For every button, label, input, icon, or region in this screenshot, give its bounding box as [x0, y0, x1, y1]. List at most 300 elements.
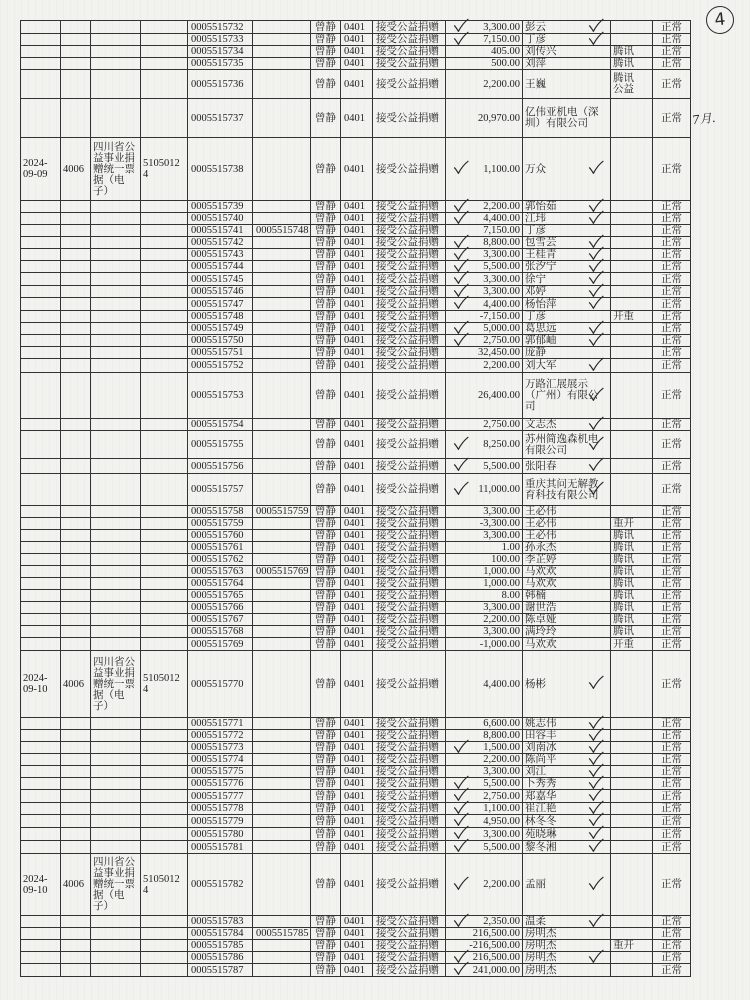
receipt-type-cell — [91, 70, 141, 99]
batch-code-cell — [141, 803, 188, 815]
receipt-number-cell — [188, 718, 253, 730]
unit-code-cell — [61, 273, 91, 286]
item-text: 接受公益捐赠 — [376, 298, 439, 310]
amount-text: 3,300.00 — [483, 249, 520, 260]
linked-receipt-cell — [253, 237, 311, 249]
linked-receipt-cell — [253, 99, 311, 138]
linked-receipt-cell — [253, 459, 311, 474]
note-text: 腾讯 — [613, 46, 634, 57]
amount-text: 5,500.00 — [483, 778, 520, 789]
item-cell — [373, 803, 446, 815]
handler-cell — [311, 841, 341, 854]
date-text: 2024-09-10 — [23, 673, 48, 695]
receipt-type-cell — [91, 651, 141, 718]
donor-text: 重庆其问无解教育科技有限公司 — [525, 478, 599, 501]
donor-text: 张阳春 — [525, 460, 557, 472]
note-cell — [611, 373, 653, 419]
dept-text: 0401 — [344, 390, 365, 401]
item-text: 接受公益捐赠 — [376, 460, 439, 472]
status-cell — [653, 359, 691, 373]
note-cell — [611, 790, 653, 803]
receipt-number-cell — [188, 506, 253, 518]
amount-cell — [446, 431, 523, 459]
amount-checkmark-icon — [453, 838, 469, 852]
unit-code-cell — [61, 754, 91, 766]
amount-cell — [446, 742, 523, 754]
note-cell — [611, 323, 653, 335]
item-cell — [373, 626, 446, 638]
status-cell — [653, 766, 691, 778]
donor-text: 郭怡茹 — [525, 201, 557, 212]
amount-text: 7,150.00 — [483, 225, 520, 236]
donor-cell — [523, 46, 611, 58]
receipt-type-cell — [91, 373, 141, 419]
receipt-number-cell — [188, 730, 253, 742]
dept-code-cell — [341, 566, 373, 578]
table-row — [21, 602, 691, 614]
unit-code-cell — [61, 916, 91, 928]
receipt-text: 0005515762 — [191, 554, 244, 565]
batch-code-cell — [141, 964, 188, 977]
linked-receipt-cell — [253, 854, 311, 916]
note-text: 腾讯 — [613, 542, 634, 553]
status-text: 正常 — [661, 742, 682, 753]
status-text: 正常 — [661, 249, 682, 260]
status-text: 正常 — [661, 638, 682, 650]
amount-text: 2,750.00 — [483, 419, 520, 430]
table-row — [21, 638, 691, 651]
item-text: 接受公益捐赠 — [376, 952, 439, 963]
status-cell — [653, 790, 691, 803]
batch-code-cell — [141, 323, 188, 335]
item-text: 接受公益捐赠 — [376, 566, 439, 577]
donor-cell — [523, 614, 611, 626]
handler-cell — [311, 46, 341, 58]
handler-cell — [311, 928, 341, 940]
receipt-type-cell — [91, 34, 141, 46]
receipt-type-cell — [91, 614, 141, 626]
table-row — [21, 614, 691, 626]
receipt-type-cell — [91, 766, 141, 778]
donor-text: 马欢欢 — [525, 578, 557, 589]
item-text: 接受公益捐赠 — [376, 940, 439, 951]
note-cell — [611, 70, 653, 99]
dept-text: 0401 — [344, 542, 365, 553]
dept-code-cell — [341, 273, 373, 286]
amount-cell — [446, 916, 523, 928]
amount-cell — [446, 459, 523, 474]
receipt-text: 0005515736 — [191, 78, 244, 90]
dept-code-cell — [341, 261, 373, 273]
note-cell — [611, 58, 653, 70]
handler-text: 曾静 — [315, 311, 336, 322]
unit-code-cell — [61, 854, 91, 916]
amount-text: 26,400.00 — [478, 390, 520, 401]
handler-cell — [311, 323, 341, 335]
receipt-number-cell — [188, 323, 253, 335]
batch-code-cell — [141, 431, 188, 459]
unit-code-cell — [61, 99, 91, 138]
item-cell — [373, 928, 446, 940]
receipt-number-cell — [188, 638, 253, 651]
amount-cell — [446, 638, 523, 651]
amount-text: 11,000.00 — [478, 484, 520, 495]
amount-text: 500.00 — [491, 58, 520, 69]
status-cell — [653, 554, 691, 566]
linked-receipt-cell — [253, 58, 311, 70]
receipt-number-cell — [188, 34, 253, 46]
item-cell — [373, 518, 446, 530]
status-cell — [653, 249, 691, 261]
amount-text: 8,250.00 — [483, 439, 520, 450]
dept-code-cell — [341, 70, 373, 99]
donor-text: 林冬冬 — [525, 815, 557, 827]
status-cell — [653, 815, 691, 828]
status-cell — [653, 225, 691, 237]
status-text: 正常 — [661, 590, 682, 601]
handler-text: 曾静 — [315, 484, 336, 495]
receipt-number-cell — [188, 940, 253, 952]
issue-date-cell — [21, 261, 61, 273]
batch-code-cell — [141, 347, 188, 359]
batch-code-cell — [141, 99, 188, 138]
dept-code-cell — [341, 335, 373, 347]
receipt-type-cell — [91, 778, 141, 790]
item-cell — [373, 790, 446, 803]
donor-text: 马欢欢 — [525, 638, 557, 650]
linked-receipt-cell — [253, 790, 311, 803]
receipt-number-cell — [188, 766, 253, 778]
amount-text: 241,000.00 — [472, 964, 520, 976]
handler-cell — [311, 311, 341, 323]
dept-code-cell — [341, 347, 373, 359]
handler-cell — [311, 335, 341, 347]
status-cell — [653, 718, 691, 730]
donor-checkmark-icon — [588, 416, 604, 430]
status-text: 正常 — [661, 261, 682, 272]
receipt-text: 0005515749 — [191, 323, 244, 334]
handler-text: 曾静 — [315, 928, 336, 939]
receipt-text: 0005515780 — [191, 828, 244, 840]
issue-date-cell — [21, 273, 61, 286]
status-text: 正常 — [661, 335, 682, 346]
issue-date-cell — [21, 70, 61, 99]
handler-cell — [311, 590, 341, 602]
handler-cell — [311, 790, 341, 803]
item-cell — [373, 249, 446, 261]
donor-text: 孙永杰 — [525, 542, 557, 553]
note-cell — [611, 237, 653, 249]
note-cell — [611, 730, 653, 742]
code-text: 4006 — [63, 678, 84, 690]
ref-text: 0005515748 — [256, 225, 309, 236]
dept-code-cell — [341, 828, 373, 841]
status-cell — [653, 590, 691, 602]
unit-code-cell — [61, 323, 91, 335]
unit-code-cell — [61, 213, 91, 225]
dept-code-cell — [341, 730, 373, 742]
status-cell — [653, 578, 691, 590]
linked-receipt-cell — [253, 323, 311, 335]
handler-text: 曾静 — [315, 566, 336, 577]
unit-code-cell — [61, 590, 91, 602]
donor-text: 葛思远 — [525, 323, 557, 334]
status-text: 正常 — [661, 225, 682, 236]
item-text: 接受公益捐赠 — [376, 815, 439, 827]
linked-receipt-cell — [253, 841, 311, 854]
dept-text: 0401 — [344, 638, 365, 650]
status-cell — [653, 730, 691, 742]
receipt-text: 0005515738 — [191, 163, 244, 175]
dept-text: 0401 — [344, 566, 365, 577]
handler-text: 曾静 — [315, 578, 336, 589]
donor-cell — [523, 298, 611, 311]
receipt-number-cell — [188, 952, 253, 964]
status-text: 正常 — [661, 841, 682, 853]
item-cell — [373, 841, 446, 854]
item-cell — [373, 21, 446, 34]
dept-code-cell — [341, 46, 373, 58]
handler-cell — [311, 459, 341, 474]
note-cell — [611, 916, 653, 928]
linked-receipt-cell — [253, 46, 311, 58]
item-text: 接受公益捐赠 — [376, 163, 439, 175]
issue-date-cell — [21, 766, 61, 778]
dept-text: 0401 — [344, 225, 365, 236]
kind-text: 四川省公益事业捐赠统一票据（电子） — [93, 857, 135, 912]
receipt-number-cell — [188, 70, 253, 99]
dept-code-cell — [341, 614, 373, 626]
batch-code-cell — [141, 58, 188, 70]
donor-cell — [523, 626, 611, 638]
handler-text: 曾静 — [315, 286, 336, 297]
handler-cell — [311, 952, 341, 964]
item-cell — [373, 530, 446, 542]
status-cell — [653, 273, 691, 286]
status-text: 正常 — [661, 626, 682, 637]
item-cell — [373, 828, 446, 841]
batch-code-cell — [141, 940, 188, 952]
note-cell — [611, 554, 653, 566]
table-row — [21, 916, 691, 928]
dept-text: 0401 — [344, 360, 365, 371]
issue-date-cell — [21, 431, 61, 459]
item-cell — [373, 542, 446, 554]
note-cell — [611, 311, 653, 323]
receipt-text: 0005515747 — [191, 298, 244, 310]
batch-code-cell — [141, 766, 188, 778]
item-cell — [373, 99, 446, 138]
issue-date-cell — [21, 347, 61, 359]
donor-cell — [523, 578, 611, 590]
amount-checkmark-icon — [453, 436, 469, 450]
amount-text: 3,300.00 — [483, 530, 520, 541]
batch-code-cell — [141, 359, 188, 373]
dept-code-cell — [341, 201, 373, 213]
amount-text: 5,000.00 — [483, 323, 520, 334]
item-cell — [373, 651, 446, 718]
note-cell — [611, 928, 653, 940]
batch-code-cell — [141, 34, 188, 46]
receipt-type-cell — [91, 138, 141, 201]
note-cell — [611, 359, 653, 373]
amount-cell — [446, 34, 523, 46]
amount-text: -1,000.00 — [479, 638, 520, 650]
item-cell — [373, 952, 446, 964]
batch-code-cell — [141, 261, 188, 273]
unit-code-cell — [61, 651, 91, 718]
donor-text: 徐宁 — [525, 273, 546, 285]
note-cell — [611, 766, 653, 778]
batch-text: 51050124 — [143, 873, 180, 896]
donor-text: 刘大军 — [525, 360, 557, 371]
dept-code-cell — [341, 99, 373, 138]
amount-text: 1,000.00 — [483, 578, 520, 589]
receipt-number-cell — [188, 225, 253, 237]
item-cell — [373, 614, 446, 626]
unit-code-cell — [61, 718, 91, 730]
dept-code-cell — [341, 311, 373, 323]
amount-checkmark-icon — [453, 876, 469, 890]
table-row — [21, 335, 691, 347]
issue-date-cell — [21, 201, 61, 213]
amount-cell — [446, 474, 523, 506]
issue-date-cell — [21, 638, 61, 651]
receipt-text: 0005515778 — [191, 803, 244, 814]
amount-cell — [446, 58, 523, 70]
receipt-text: 0005515779 — [191, 815, 244, 827]
table-row — [21, 964, 691, 977]
status-text: 正常 — [661, 506, 682, 517]
receipt-text: 0005515781 — [191, 841, 244, 853]
dept-text: 0401 — [344, 518, 365, 529]
linked-receipt-cell — [253, 373, 311, 419]
linked-receipt-cell — [253, 778, 311, 790]
linked-receipt-cell — [253, 261, 311, 273]
handler-cell — [311, 742, 341, 754]
handler-cell — [311, 518, 341, 530]
handler-text: 曾静 — [315, 390, 336, 401]
item-cell — [373, 431, 446, 459]
note-cell — [611, 213, 653, 225]
handler-cell — [311, 138, 341, 201]
note-cell — [611, 506, 653, 518]
status-cell — [653, 614, 691, 626]
dept-code-cell — [341, 854, 373, 916]
handler-cell — [311, 766, 341, 778]
handler-cell — [311, 566, 341, 578]
donor-checkmark-icon — [588, 295, 604, 309]
dept-text: 0401 — [344, 298, 365, 310]
dept-code-cell — [341, 225, 373, 237]
amount-cell — [446, 347, 523, 359]
note-cell — [611, 742, 653, 754]
issue-date-cell — [21, 474, 61, 506]
donor-text: 房明杰 — [525, 928, 557, 939]
unit-code-cell — [61, 828, 91, 841]
batch-code-cell — [141, 916, 188, 928]
batch-code-cell — [141, 335, 188, 347]
dept-code-cell — [341, 638, 373, 651]
receipt-text: 0005515752 — [191, 360, 244, 371]
unit-code-cell — [61, 261, 91, 273]
note-text: 腾讯公益 — [613, 73, 634, 95]
donor-cell — [523, 590, 611, 602]
status-cell — [653, 261, 691, 273]
handler-text: 曾静 — [315, 298, 336, 310]
note-text: 腾讯 — [613, 590, 634, 601]
receipt-number-cell — [188, 815, 253, 828]
unit-code-cell — [61, 730, 91, 742]
amount-cell — [446, 841, 523, 854]
amount-text: -3,300.00 — [479, 518, 520, 529]
amount-text: 8,800.00 — [483, 237, 520, 248]
batch-code-cell — [141, 841, 188, 854]
receipt-text: 0005515766 — [191, 602, 244, 613]
donor-cell — [523, 34, 611, 46]
handler-cell — [311, 286, 341, 298]
issue-date-cell — [21, 298, 61, 311]
linked-receipt-cell — [253, 419, 311, 431]
receipt-text: 0005515737 — [191, 112, 244, 124]
dept-code-cell — [341, 298, 373, 311]
dept-text: 0401 — [344, 311, 365, 322]
donor-cell — [523, 419, 611, 431]
amount-text: 2,750.00 — [483, 335, 520, 346]
status-cell — [653, 651, 691, 718]
note-text: 腾讯 — [613, 554, 634, 565]
donor-text: 张汐宁 — [525, 261, 557, 272]
item-text: 接受公益捐赠 — [376, 237, 439, 248]
batch-code-cell — [141, 201, 188, 213]
donor-checkmark-icon — [588, 481, 604, 495]
item-cell — [373, 590, 446, 602]
amount-text: 405.00 — [491, 46, 520, 57]
donor-cell — [523, 70, 611, 99]
item-text: 接受公益捐赠 — [376, 201, 439, 212]
issue-date-cell — [21, 964, 61, 977]
batch-code-cell — [141, 298, 188, 311]
item-text: 接受公益捐赠 — [376, 58, 439, 69]
item-cell — [373, 566, 446, 578]
issue-date-cell — [21, 590, 61, 602]
receipt-number-cell — [188, 530, 253, 542]
linked-receipt-cell — [253, 916, 311, 928]
amount-text: 1,500.00 — [483, 742, 520, 753]
status-text: 正常 — [661, 484, 682, 495]
receipt-text: 0005515751 — [191, 347, 244, 358]
amount-cell — [446, 373, 523, 419]
donor-checkmark-icon — [588, 160, 604, 174]
dept-text: 0401 — [344, 916, 365, 927]
handler-text: 曾静 — [315, 273, 336, 285]
donor-cell — [523, 431, 611, 459]
donor-text: 韩楠 — [525, 590, 546, 601]
dept-code-cell — [341, 778, 373, 790]
receipt-text: 0005515758 — [191, 506, 244, 517]
batch-code-cell — [141, 518, 188, 530]
item-text: 接受公益捐赠 — [376, 530, 439, 541]
linked-receipt-cell — [253, 518, 311, 530]
handler-text: 曾静 — [315, 730, 336, 741]
status-cell — [653, 99, 691, 138]
issue-date-cell — [21, 554, 61, 566]
handler-text: 曾静 — [315, 460, 336, 472]
handler-text: 曾静 — [315, 201, 336, 212]
amount-text: 3,300.00 — [483, 602, 520, 613]
receipt-type-cell — [91, 286, 141, 298]
dept-text: 0401 — [344, 602, 365, 613]
